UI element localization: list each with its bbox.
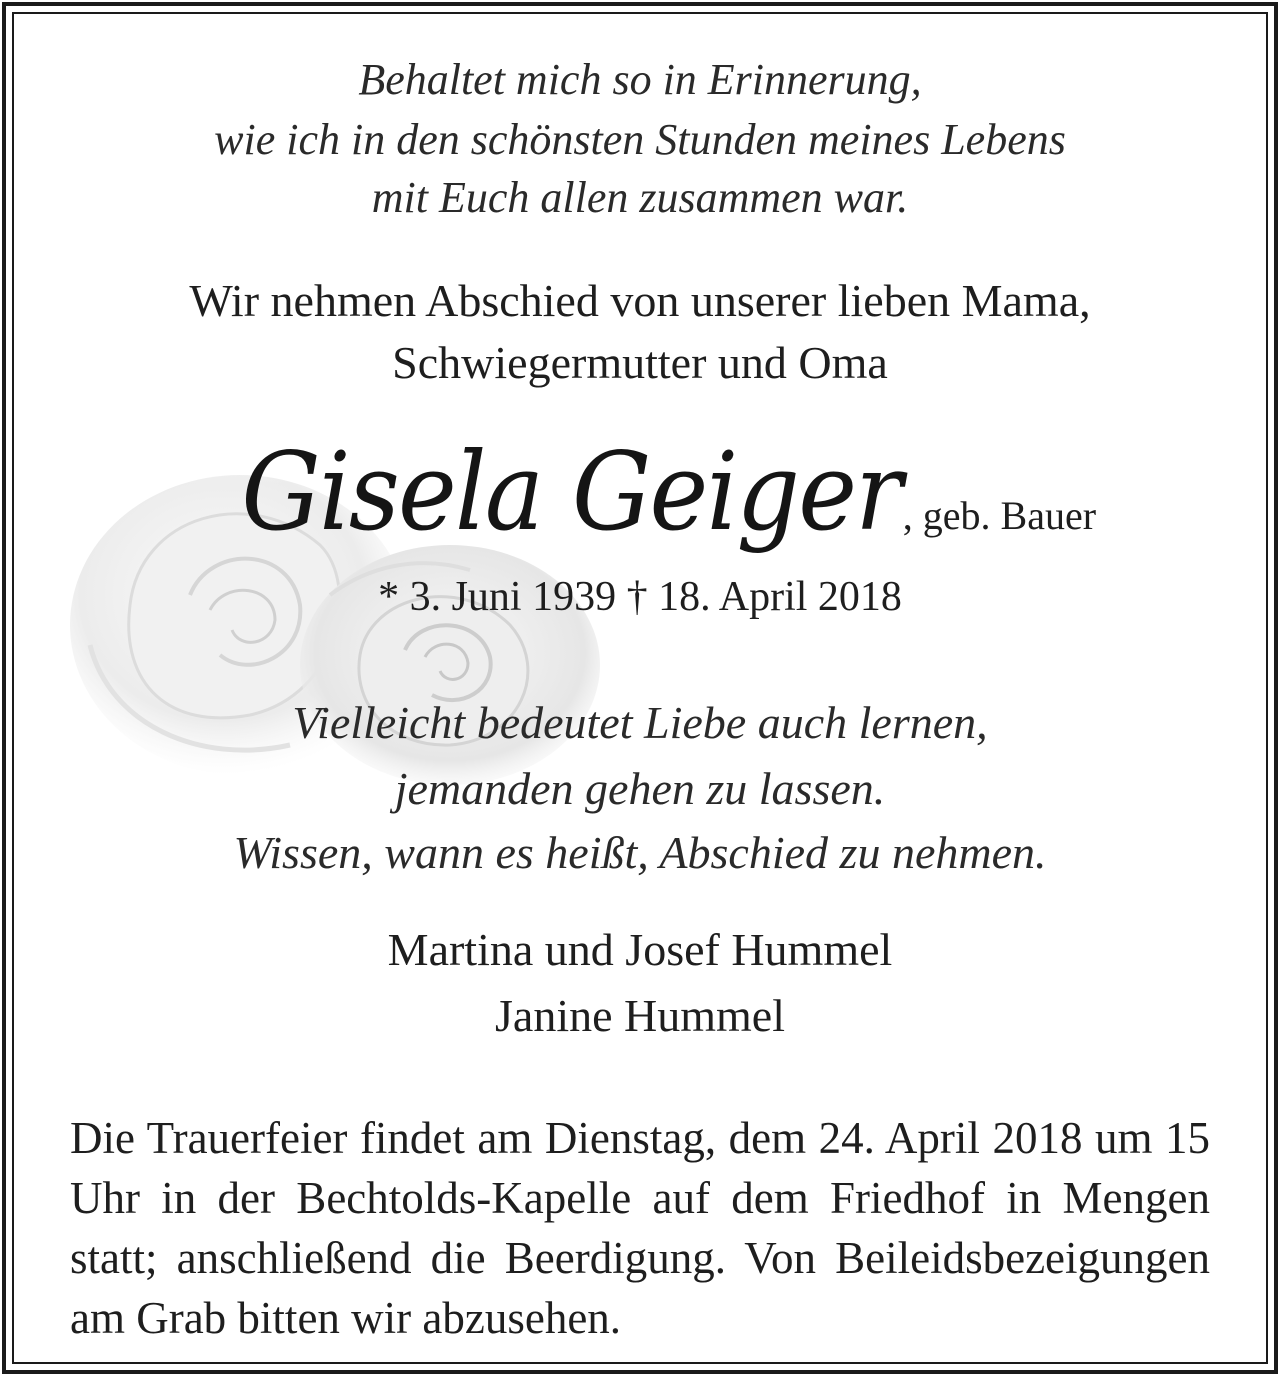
verse-line-2: jemanden gehen zu lassen.: [394, 763, 886, 814]
family-line-2: Janine Hummel: [495, 990, 785, 1041]
deceased-name: Gisela Geiger: [241, 430, 901, 555]
intro-line-1: Wir nehmen Abschied von unserer lieben Mama,: [189, 275, 1091, 326]
deceased-name-row: [0, 430, 1280, 555]
family-line-1: Martina und Josef Hummel: [387, 924, 893, 975]
motto-line-3: mit Euch allen zusammen war.: [371, 173, 909, 222]
verse-line-3: Wissen, wann es heißt, Abschied zu nehmen.: [233, 827, 1047, 878]
motto-line-1: Behaltet mich so in Erinnerung,: [358, 55, 922, 104]
intro-line-2: Schwiegermutter und Oma: [392, 337, 888, 388]
life-dates: * 3. Juni 1939 † 18. April 2018: [378, 574, 902, 620]
motto-line-2: wie ich in den schönsten Stunden meines Lebens: [214, 115, 1066, 164]
verse-line-1: Vielleicht bedeutet Liebe auch lernen,: [292, 697, 988, 748]
funeral-notice: Die Trauerfeier findet am Dienstag, dem 24. April 2018 um 15 Uhr in der Bechtolds-Kapelle auf dem Friedhof in Mengen statt; anschließend die Beerdigung. Von Beileidsbezeigungen am Grab bitten wir abzusehen.: [70, 1113, 1210, 1343]
maiden-name: , geb. Bauer: [902, 493, 1097, 538]
